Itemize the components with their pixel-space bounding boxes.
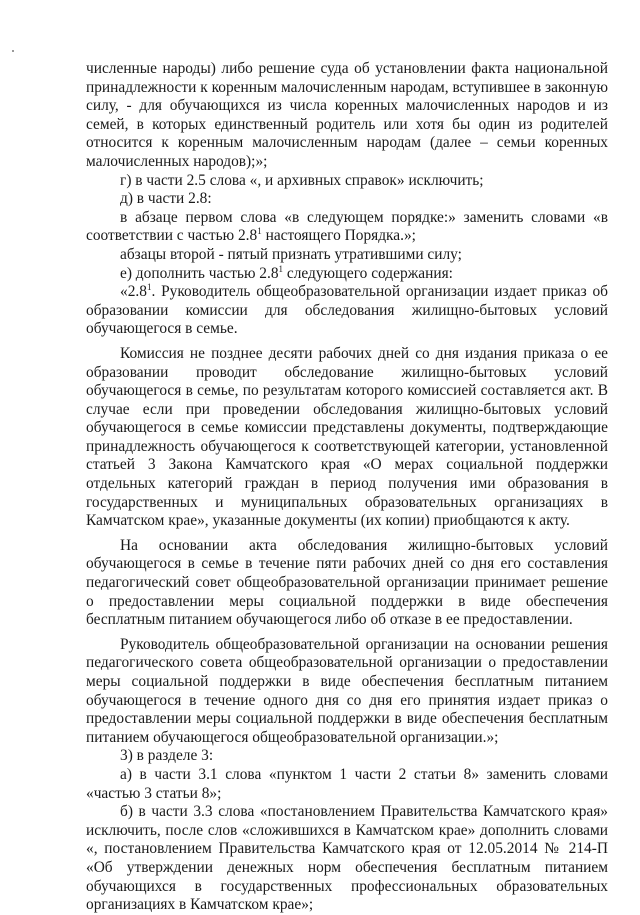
paragraph-commission: Комиссия не позднее десяти рабочих дней со дня издания приказа о ее образовании проводит обследование жилищно-бытовых условий обучающегося в семье, по результатам которого комиссией составляется акт. В случае если при проведении обследования жилищно-бытовых условий обучающегося в семье комиссии представлены документы, подтверждающие принадлежность обучающегося к соответствующей категории, установленной статьей 3 Закона Камчатского края «О мерах социальной поддержки отдельных категорий граждан в период получения ими образования в государственных и муниципальных образовательных организациях в Камчатском крае», указанные документы (их копии) приобщаются к акту.	[86, 344, 608, 530]
paragraph-continuation: численные народы) либо решение суда об установлении факта национальной принадлежности к коренным малочисленным народам, вступившее в законную силу, - для обучающихся из числа коренных малочисленных народов и из семей, в которых единственный родитель или хотя бы один из родителей относится к коренным малочисленным народам (далее – семьи коренных малочисленных народов);»;	[86, 60, 608, 170]
scan-speck	[12, 50, 14, 52]
paragraph-first-abzac-text: в абзаце первом слова «в следующем порядке:» заменить словами «в соответствии с частью 2.8	[86, 208, 608, 245]
document-body	[86, 60, 608, 915]
paragraph-first-abzac-tail: настоящего Порядка.»;	[261, 227, 416, 245]
paragraph-part-2-8-1-tail: . Руководитель общеобразовательной организации издает приказ об образовании комиссии для обследования жилищно-бытовых условий обучающегося в семье.	[86, 283, 608, 338]
superscript-mark: 1	[278, 263, 284, 274]
paragraph-item-e-text: е) дополнить частью 2.8	[120, 264, 279, 282]
paragraph-item-e	[86, 265, 608, 284]
paragraph-part-2-8-1	[86, 283, 608, 339]
paragraph-item-a: а) в части 3.1 слова «пунктом 1 части 2 статьи 8» заменить словами «частью 3 статьи 8»;	[86, 765, 608, 802]
paragraph-item-d: д) в части 2.8:	[120, 190, 212, 208]
paragraph-director-order: Руководитель общеобразовательной организации на основании решения педагогического совета общеобразовательной организации о предоставлении меры социальной поддержки в виде обеспечения бесплатным питанием обучающегося в течение одного дня со дня его принятия издает приказ о предоставлении меры социальной поддержки в виде обеспечения бесплатным питанием обучающегося общеобразовательной организации.»;	[86, 635, 608, 746]
paragraph-section-3: 3) в разделе 3:	[120, 747, 214, 765]
superscript-mark: 1	[257, 226, 262, 237]
paragraph-item-b: б) в части 3.3 слова «постановлением Правительства Камчатского края» исключить, после слов «сложившихся в Камчатском крае» дополнить словами «, постановлением Правительства Камчатского края от 12.05.2014 № 214-П «Об утверждении денежных норм обеспечения бесплатным питанием обучающихся в государственных профессиональных образовательных организациях в Камчатском крае»;	[86, 803, 608, 914]
paragraph-act-basis: На основании акта обследования жилищно-бытовых условий обучающегося в семье в течение пяти рабочих дней со дня его составления педагогический совет общеобразовательной организации принимает решение о предоставлении меры социальной поддержки в виде обеспечения бесплатным питанием обучающегося либо об отказе в ее предоставлении.	[86, 536, 608, 629]
paragraph-abzacy: абзацы второй - пятый признать утратившими силу;	[120, 245, 462, 263]
paragraph-first-abzac	[86, 209, 608, 246]
paragraph-item-e-tail: следующего содержания:	[283, 264, 453, 282]
paragraph-part-2-8-1-number: «2.8	[120, 283, 147, 301]
superscript-mark: 1	[146, 282, 152, 292]
paragraph-item-g: г) в части 2.5 слова «, и архивных справок» исключить;	[120, 171, 484, 189]
